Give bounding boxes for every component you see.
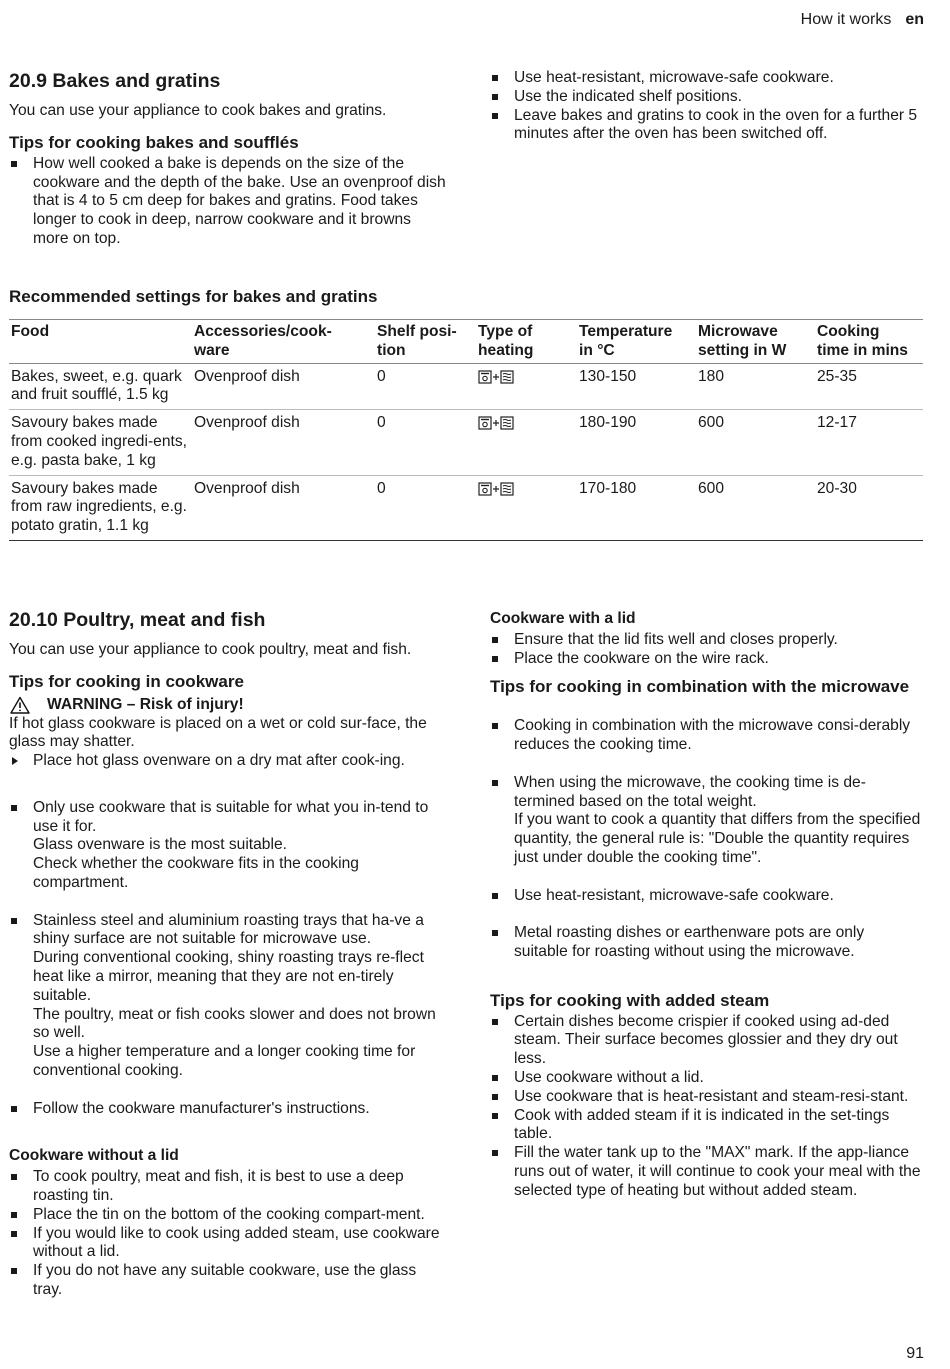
- table-row: [9, 363, 923, 410]
- list-item: Place the tin on the bottom of the cooking compart-ment.: [9, 1206, 441, 1225]
- tips-title: Tips for cooking with added steam: [490, 990, 770, 1010]
- warning-actions: [9, 752, 441, 771]
- section-intro: You can use your appliance to cook bakes and gratins.: [9, 102, 387, 119]
- cookware-tips-list: [9, 780, 441, 1137]
- column-header: Temperature in °C: [577, 320, 696, 364]
- list-item: Only use cookware that is suitable for what you in-tend to use it for. Glass ovenware is the most suitable. Check whether the cookware fits in the cooking compartment.: [9, 799, 441, 893]
- no-lid-list: [9, 1168, 441, 1300]
- list-item: Stainless steel and aluminium roasting trays that ha-ve a shiny surface are not suitable for microwave use. During conventional cooking, shiny roasting trays re-flect heat like a mirror, meaning that they are not en-tirely suitable. The poultry, meat or fish cooks slower and does not brown so well. Use a higher temperature and a longer cooking time for conventional cooking.: [9, 912, 441, 1081]
- section-title: 20.9 Bakes and gratins: [9, 70, 221, 92]
- settings-table: [9, 319, 923, 541]
- list-item: How well cooked a bake is depends on the size of the cookware and the depth of the bake. Use an ovenproof dish that is 4 to 5 cm deep for bakes and gratins. Food takes longer to cook in deep, narrow cookware and it browns more on top.: [9, 155, 449, 249]
- list-item: Cooking in combination with the microwave consi-derably reduces the cooking time.: [490, 717, 922, 755]
- warning-triangle-icon: [9, 696, 37, 714]
- table-cell: Ovenproof dish: [192, 410, 375, 475]
- column-header: Type of heating: [476, 320, 577, 364]
- tips-list: [9, 155, 449, 249]
- table-cell: 0: [375, 410, 476, 475]
- list-item: When using the microwave, the cooking time is de-termined based on the total weight. If you want to cook a quantity that differs from the specified quantity, the general rule is: "Double the quantity requires just under double the cooking time".: [490, 774, 922, 868]
- warning-title: WARNING – Risk of injury!: [47, 695, 244, 713]
- section-20-10-left: [9, 608, 441, 1300]
- list-item: Use the indicated shelf positions.: [490, 88, 922, 107]
- table-cell: 25-35: [815, 363, 923, 410]
- list-item: Ensure that the lid fits well and closes properly.: [490, 631, 922, 650]
- list-item: Leave bakes and gratins to cook in the oven for a further 5 minutes after the oven has been switched off.: [490, 107, 922, 145]
- table-cell: Ovenproof dish: [192, 475, 375, 540]
- section-20-9-left: [9, 69, 449, 249]
- list-item: Use heat-resistant, microwave-safe cookware.: [490, 887, 922, 906]
- table-cell: Savoury bakes made from raw ingredients, e.g. potato gratin, 1.1 kg: [9, 475, 192, 540]
- list-item: To cook poultry, meat and fish, it is best to use a deep roasting tin.: [9, 1168, 441, 1206]
- header-section: How it works: [800, 11, 892, 28]
- list-item: Certain dishes become crispier if cooked using ad-ded steam. Their surface becomes glossier and they dry out less.: [490, 1013, 922, 1069]
- table-cell: 0: [375, 363, 476, 410]
- section-intro: You can use your appliance to cook poultry, meat and fish.: [9, 641, 412, 658]
- table-cell: 12-17: [815, 410, 923, 475]
- list-item: Follow the cookware manufacturer's instructions.: [9, 1100, 441, 1119]
- page-number: 91: [906, 1345, 924, 1362]
- column-header: Food: [9, 320, 192, 364]
- table-cell: 20-30: [815, 475, 923, 540]
- list-item: Fill the water tank up to the "MAX" mark. If the app-liance runs out of water, it will continue to cook your meal with the selected type of heating but without added steam.: [490, 1144, 922, 1200]
- tips-title: Tips for cooking in cookware: [9, 671, 244, 691]
- list-item: If you do not have any suitable cookware, use the glass tray.: [9, 1262, 441, 1300]
- column-header: Microwave setting in W: [696, 320, 815, 364]
- hot-air-grill-plus-microwave-icon: [478, 369, 518, 386]
- table-title: Recommended settings for bakes and gratins: [9, 287, 378, 306]
- table-cell-heating: [476, 363, 577, 410]
- table-cell: Ovenproof dish: [192, 363, 375, 410]
- column-header: Cooking time in mins: [815, 320, 923, 364]
- hot-air-grill-plus-microwave-icon: [478, 415, 518, 432]
- tips-title: Tips for cooking in combination with the microwave: [490, 676, 910, 696]
- table-cell: 170-180: [577, 475, 696, 540]
- table-cell: 0: [375, 475, 476, 540]
- steam-list: [490, 1013, 922, 1201]
- table-cell: Savoury bakes made from cooked ingredi-ents, e.g. pasta bake, 1 kg: [9, 410, 192, 475]
- header-language: en: [905, 11, 924, 28]
- list-item: Use cookware that is heat-resistant and steam-resi-stant.: [490, 1088, 922, 1107]
- table-cell-heating: [476, 475, 577, 540]
- warning-text: If hot glass cookware is placed on a wet or cold sur-face, the glass may shatter.: [9, 714, 427, 751]
- list-item: Use heat-resistant, microwave-safe cookware.: [490, 69, 922, 88]
- list-item: Use cookware without a lid.: [490, 1069, 922, 1088]
- warning-heading: [9, 696, 441, 715]
- action-item: Place hot glass ovenware on a dry mat after cook-ing.: [9, 752, 441, 771]
- table-cell: 130-150: [577, 363, 696, 410]
- list-item: Metal roasting dishes or earthenware pots are only suitable for roasting without using the microwave.: [490, 924, 922, 962]
- list-item: If you would like to cook using added steam, use cookware without a lid.: [9, 1225, 441, 1263]
- table-cell: Bakes, sweet, e.g. quark and fruit soufflé, 1.5 kg: [9, 363, 192, 410]
- list-item: Place the cookware on the wire rack.: [490, 650, 922, 669]
- table-cell-heating: [476, 410, 577, 475]
- table-cell: 600: [696, 475, 815, 540]
- section-20-10-right: [490, 609, 922, 1201]
- table-row: [9, 410, 923, 475]
- subheading: Cookware with a lid: [490, 610, 636, 627]
- hot-air-grill-plus-microwave-icon: [478, 481, 518, 498]
- list-item: Cook with added steam if it is indicated in the set-tings table.: [490, 1107, 922, 1145]
- table-header-row: [9, 320, 923, 364]
- column-header: Shelf posi- tion: [375, 320, 476, 364]
- table-row: [9, 475, 923, 540]
- section-title: 20.10 Poultry, meat and fish: [9, 609, 266, 631]
- section-20-9-right: [490, 69, 922, 144]
- combi-list: [490, 699, 922, 981]
- tips-list-continued: [490, 69, 922, 144]
- column-header: Accessories/cook- ware: [192, 320, 375, 364]
- table-cell: 180: [696, 363, 815, 410]
- table-cell: 600: [696, 410, 815, 475]
- subheading: Cookware without a lid: [9, 1147, 179, 1165]
- tips-title: Tips for cooking bakes and soufflés: [9, 132, 299, 152]
- table-cell: 180-190: [577, 410, 696, 475]
- running-header: [801, 11, 924, 29]
- lid-list: [490, 631, 922, 669]
